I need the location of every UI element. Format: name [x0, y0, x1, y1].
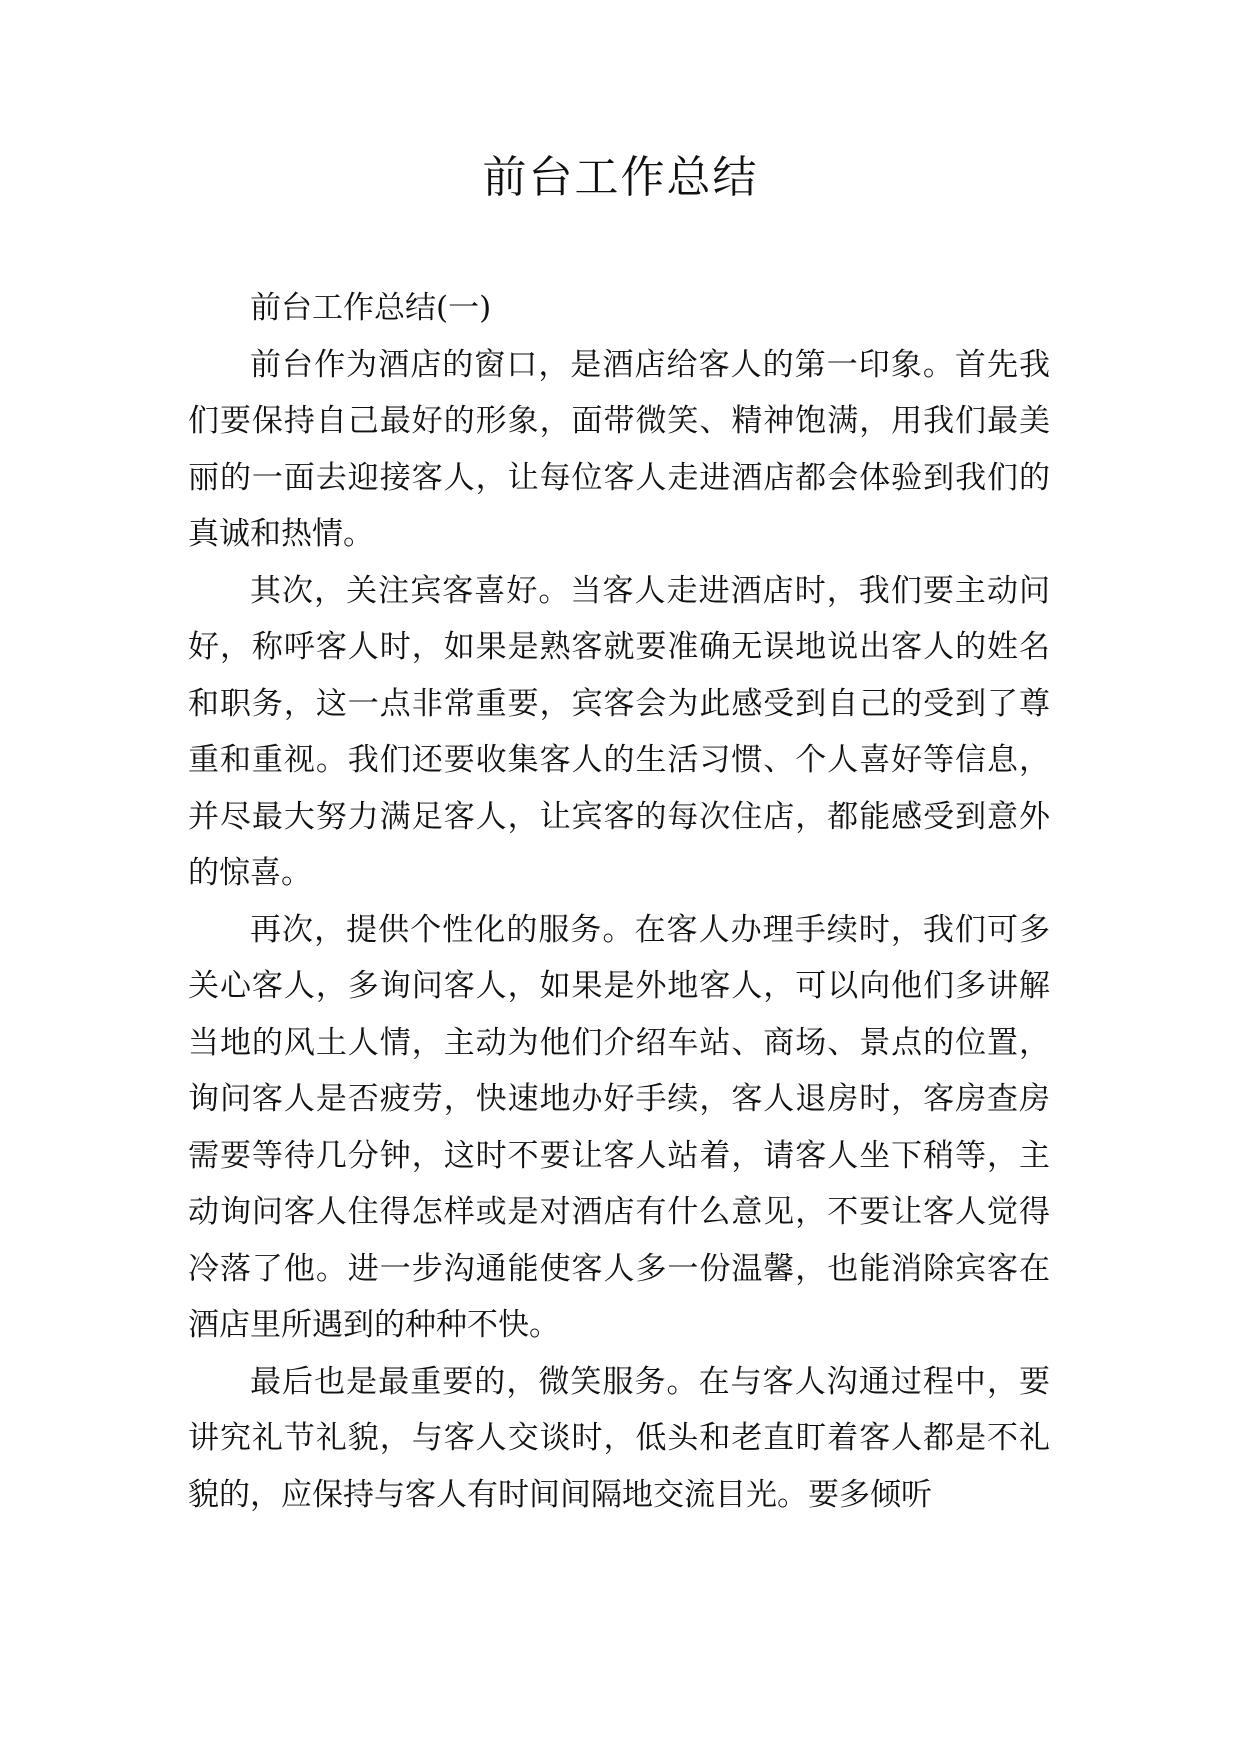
paragraph-1: 前台作为酒店的窗口，是酒店给客人的第一印象。首先我们要保持自己最好的形象，面带微笑、精神饱满，用我们最美丽的一面去迎接客人，让每位客人走进酒店都会体验到我们的真诚和热情。: [188, 346, 1050, 552]
document-body: [188, 280, 1050, 1523]
section-heading: 前台工作总结(一): [250, 290, 492, 326]
document-title: 前台工作总结: [482, 152, 759, 203]
paragraph-3: 再次，提供个性化的服务。在客人办理手续时，我们可多关心客人，多询问客人，如果是外地客人，可以向他们多讲解当地的风土人情，主动为他们介绍车站、商场、景点的位置，询问客人是否疲劳，快速地办好手续，客人退房时，客房查房需要等待几分钟，这时不要让客人站着，请客人坐下稍等，主动询问客人住得怎样或是对酒店有什么意见，不要让客人觉得冷落了他。进一步沟通能使客人多一份温馨，也能消除宾客在酒店里所遇到的种种不快。: [188, 911, 1050, 1343]
paragraph-4: 最后也是最重要的，微笑服务。在与客人沟通过程中，要讲究礼节礼貌，与客人交谈时，低头和老直盯着客人都是不礼貌的，应保持与客人有时间间隔地交流目光。要多倾听: [188, 1363, 1050, 1513]
paragraph-2: 其次，关注宾客喜好。当客人走进酒店时，我们要主动问好，称呼客人时，如果是熟客就要准确无误地说出客人的姓名和职务，这一点非常重要，宾客会为此感受到自己的受到了尊重和重视。我们还要收集客人的生活习惯、个人喜好等信息，并尽最大努力满足客人，让宾客的每次住店，都能感受到意外的惊喜。: [188, 572, 1050, 891]
